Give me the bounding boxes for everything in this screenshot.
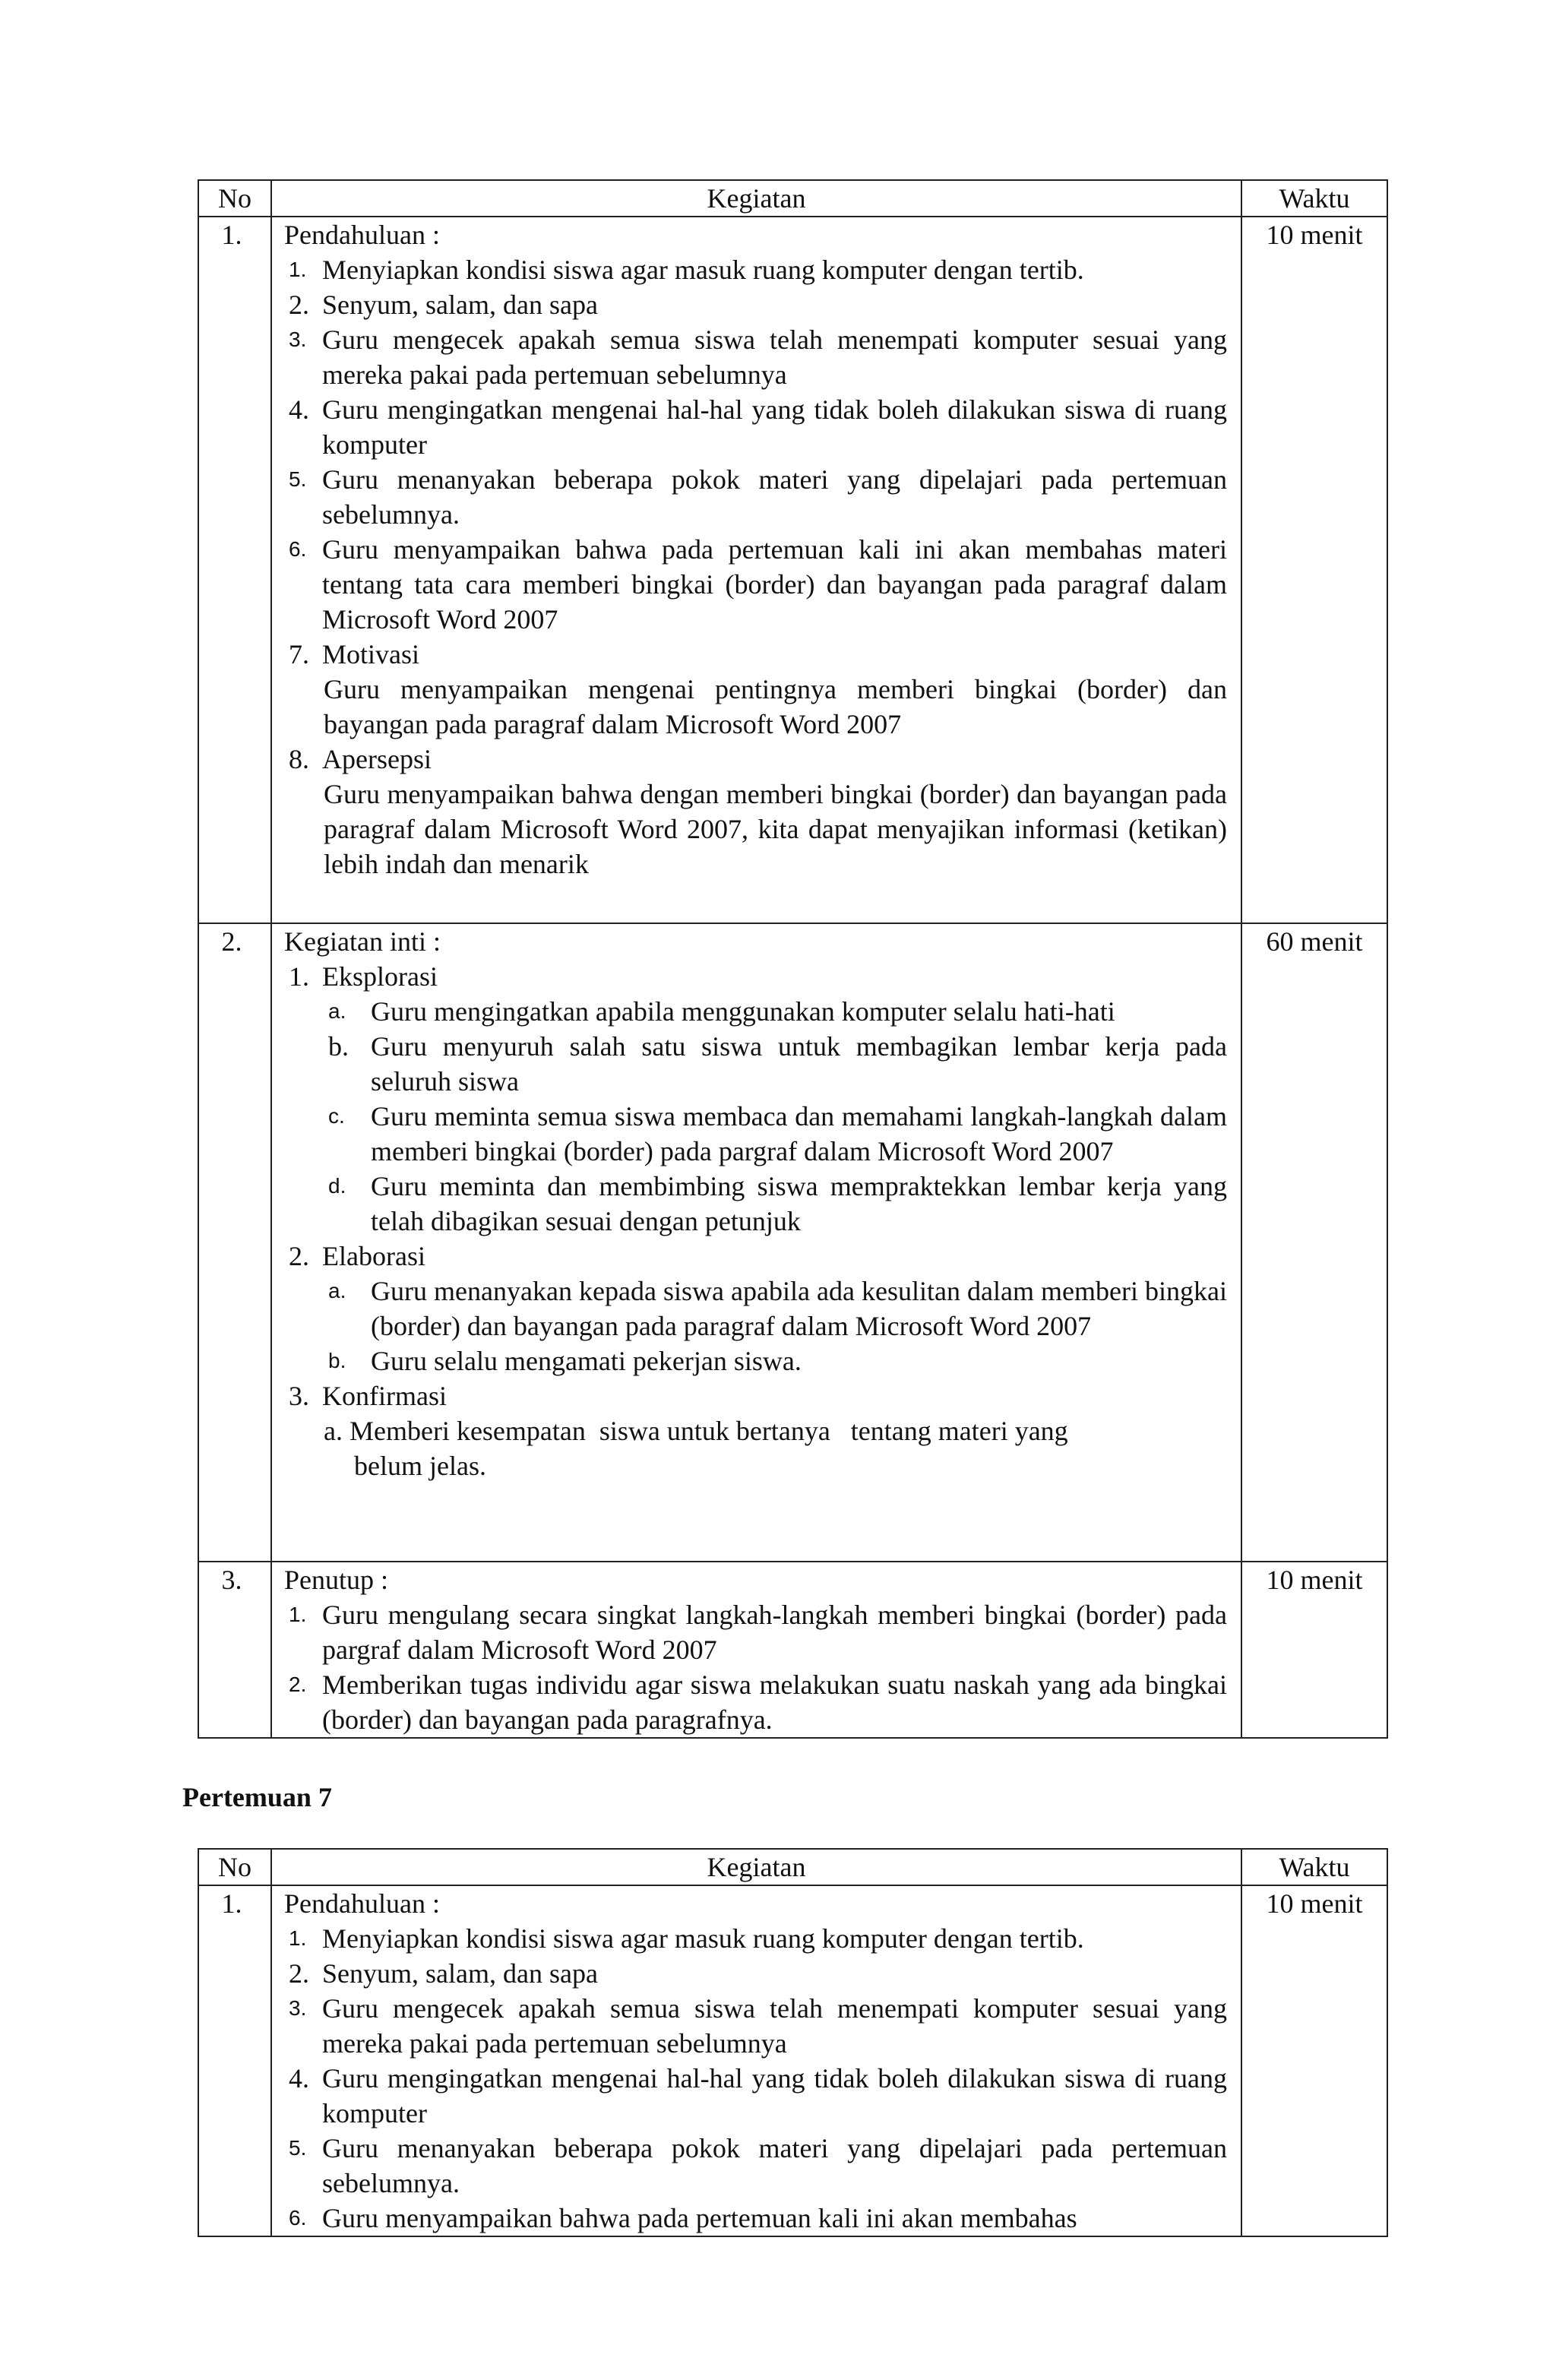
- table-row: [198, 217, 1387, 923]
- list-item: 4. Guru mengingatkan mengenai hal-hal yang tidak boleh dilakukan siswa di ruang komputer: [289, 2063, 1227, 2128]
- duration: 10 menit: [1241, 1562, 1387, 1738]
- list-item: 5. Guru menanyakan beberapa pokok materi yang dipelajari pada pertemuan sebelumnya.: [289, 2133, 1227, 2198]
- table-row: [198, 923, 1387, 1562]
- list-item: 3. Guru mengecek apakah semua siswa telah menempati komputer sesuai yang mereka pakai pada pertemuan sebelumnya: [289, 1993, 1227, 2059]
- duration: 10 menit: [1241, 217, 1387, 923]
- motivasi-paragraph: Guru menyampaikan mengenai pentingnya memberi bingkai (border) dan bayangan pada paragraf dalam Microsoft Word 2007: [324, 674, 1227, 739]
- lesson-activity-table-1: [198, 179, 1388, 1739]
- activity-cell: [271, 1562, 1241, 1738]
- section-title: Pertemuan 7: [182, 1782, 332, 1812]
- table-row: [198, 1562, 1387, 1738]
- header-no: No: [198, 1849, 271, 1885]
- activity-list: [284, 252, 1227, 672]
- table-row: [198, 1885, 1387, 2236]
- duration: 10 menit: [1241, 1885, 1387, 2236]
- list-item: 6. Guru menyampaikan bahwa pada pertemuan kali ini akan membahas: [289, 2203, 1077, 2233]
- activity-list: [284, 959, 1227, 994]
- list-item: 2. Senyum, salam, dan sapa: [289, 1958, 598, 1989]
- header-activity: Kegiatan: [271, 180, 1241, 217]
- list-item: 7. Motivasi: [289, 639, 420, 669]
- activity-list: [284, 1921, 1227, 2236]
- list-item: 1. Menyiapkan kondisi siswa agar masuk ruang komputer dengan tertib.: [289, 255, 1084, 285]
- list-item: 1. Eksplorasi: [289, 961, 438, 992]
- list-item: b. Guru menyuruh salah satu siswa untuk membagikan lembar kerja pada seluruh siswa: [328, 1031, 1227, 1097]
- table-header-row: [198, 180, 1387, 217]
- row-number: 3.: [198, 1562, 271, 1738]
- row-number: 2.: [198, 923, 271, 1562]
- activity-list: [284, 742, 1227, 777]
- list-item: 1. Guru mengulang secara singkat langkah-langkah memberi bingkai (border) pada pargraf dalam Microsoft Word 2007: [289, 1600, 1227, 1665]
- table-header-row: [198, 1849, 1387, 1885]
- list-item: 1. Menyiapkan kondisi siswa agar masuk ruang komputer dengan tertib.: [289, 1923, 1084, 1954]
- activity-heading: Pendahuluan :: [284, 1888, 440, 1919]
- sub-list: [284, 1274, 1227, 1378]
- list-item: 3. Konfirmasi: [289, 1381, 447, 1411]
- header-activity: Kegiatan: [271, 1849, 1241, 1885]
- list-item: 6. Guru menyampaikan bahwa pada pertemuan kali ini akan membahas materi tentang tata cara memberi bingkai (border) dan bayangan pada paragraf dalam Microsoft Word 2007: [289, 534, 1227, 635]
- list-item: 2. Senyum, salam, dan sapa: [289, 290, 598, 320]
- list-item: 3. Guru mengecek apakah semua siswa telah menempati komputer sesuai yang mereka pakai pada pertemuan sebelumnya: [289, 324, 1227, 390]
- header-time: Waktu: [1241, 180, 1387, 217]
- list-item: 5. Guru menanyakan beberapa pokok materi yang dipelajari pada pertemuan sebelumnya.: [289, 464, 1227, 530]
- duration: 60 menit: [1241, 923, 1387, 1562]
- konfirmasi-line: belum jelas.: [354, 1451, 486, 1481]
- activity-heading: Pendahuluan :: [284, 220, 440, 250]
- activity-list: [284, 1597, 1227, 1737]
- activity-list: [284, 1239, 1227, 1274]
- list-item: 2. Memberikan tugas individu agar siswa melakukan suatu naskah yang ada bingkai (border) dan bayangan pada paragrafnya.: [289, 1669, 1227, 1735]
- list-item: b. Guru selalu mengamati pekerjan siswa.: [328, 1346, 802, 1376]
- header-time: Waktu: [1241, 1849, 1387, 1885]
- list-item: 2. Elaborasi: [289, 1241, 425, 1271]
- list-item: d. Guru meminta dan membimbing siswa mempraktekkan lembar kerja yang telah dibagikan sesuai dengan petunjuk: [328, 1171, 1227, 1236]
- list-item: 8. Apersepsi: [289, 744, 432, 774]
- list-item: a. Guru menanyakan kepada siswa apabila ada kesulitan dalam memberi bingkai (border) dan bayangan pada paragraf dalam Microsoft Word 2007: [328, 1276, 1227, 1341]
- row-number: 1.: [198, 1885, 271, 2236]
- konfirmasi-line: a. Memberi kesempatan siswa untuk bertanya tentang materi yang: [324, 1416, 1068, 1446]
- activity-heading: Kegiatan inti :: [284, 926, 441, 957]
- header-no: No: [198, 180, 271, 217]
- sub-list: [284, 994, 1227, 1239]
- activity-cell: [271, 923, 1241, 1562]
- activity-heading: Penutup :: [284, 1565, 389, 1595]
- apersepsi-paragraph: Guru menyampaikan bahwa dengan memberi bingkai (border) dan bayangan pada paragraf dalam Microsoft Word 2007, kita dapat menyajikan informasi (ketikan) lebih indah dan menarik: [324, 779, 1227, 879]
- list-item: 4. Guru mengingatkan mengenai hal-hal yang tidak boleh dilakukan siswa di ruang komputer: [289, 394, 1227, 460]
- lesson-activity-table-2: [198, 1848, 1388, 2237]
- activity-cell: [271, 217, 1241, 923]
- row-number: 1.: [198, 217, 271, 923]
- list-item: a. Guru mengingatkan apabila menggunakan komputer selalu hati-hati: [328, 996, 1115, 1027]
- activity-cell: [271, 1885, 1241, 2236]
- list-item: c. Guru meminta semua siswa membaca dan memahami langkah-langkah dalam memberi bingkai (border) pada pargraf dalam Microsoft Word 2007: [328, 1101, 1227, 1166]
- activity-list: [284, 1378, 1227, 1413]
